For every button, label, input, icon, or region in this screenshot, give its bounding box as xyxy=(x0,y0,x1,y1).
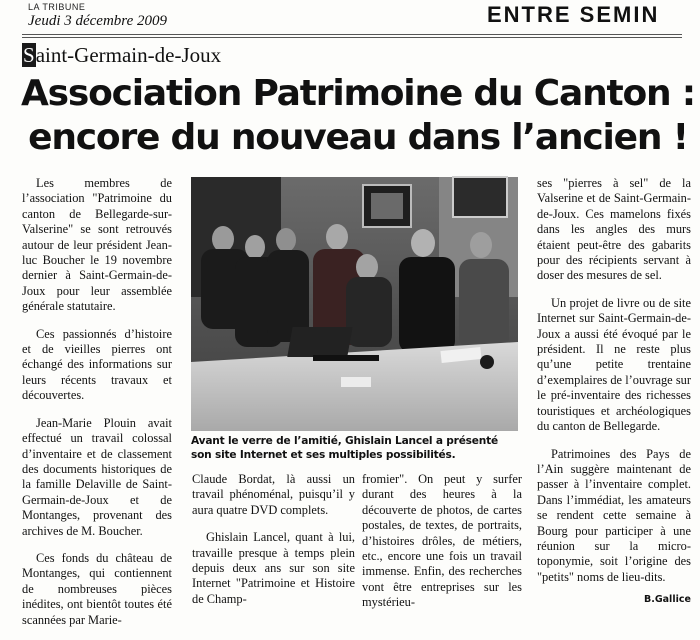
paragraph: fromier". On peut y surfer durant des heures à la découverte de photos, de cartes postales, de textes, de portraits, d’histoires drôles, de métiers, etc., encore une fois un travail immense. Enfin, des recherches vont être entreprises sur les mystérieu- xyxy=(362,472,522,610)
paragraph: Patrimoines des Pays de l’Ain suggère maintenant de passer à l’inventaire complet. Dans l’immédiat, les amateurs se rendent cette semaine à Bourg pour participer à une réunion sur la micro-toponymie, soit l’origine des "petits" noms de lieu-dits. xyxy=(537,446,691,584)
paragraph: Ces passionnés d’histoire et de vieilles pierres ont échangé des informations sur leurs récents travaux et découvertes. xyxy=(22,326,172,403)
section-title: ENTRE SEMIN xyxy=(487,2,660,27)
paragraph: Un projet de livre ou de site Internet sur Saint-Germain-de-Joux a aussi été évoqué par le président. Il ne reste plus qu’une petite trentaine d’exemplaires de l’ouvrage sur le pré-inventaire des richesses touristiques et archéologiques du canton de Bellegarde. xyxy=(537,295,691,434)
headline-line-2: encore du nouveau dans l’ancien ! xyxy=(28,117,688,158)
paragraph: Les membres de l’association "Patrimoine du canton de Bellegarde-sur-Valserine" se sont retrouvés autour de leur président Jean-luc Boucher le 19 novembre dernier à Saint-Germain-de-Joux pour leur assemblée générale statutaire. xyxy=(22,176,172,314)
header-rule-secondary xyxy=(22,37,682,38)
paragraph: ses "pierres à sel" de la Valserine et de Saint-Germain-de-Joux. Ces mamelons fixés dans les angles des murs étaient peut-être des gabarits pour des récipients servant à doser des mesures de sel. xyxy=(537,176,691,283)
article-column-2 xyxy=(192,472,355,619)
article-column-4 xyxy=(537,176,691,597)
paragraph: Ces fonds du château de Montanges, qui contiennent de nombreuses pièces inédites, ont bientôt toutes été scannées par Marie- xyxy=(22,550,172,627)
publication-name: LA TRIBUNE xyxy=(28,2,86,12)
locality-initial: S xyxy=(23,43,35,67)
locality-label xyxy=(22,43,221,68)
article-column-3 xyxy=(362,472,522,623)
article-photo xyxy=(191,177,518,431)
article-column-1 xyxy=(22,176,172,640)
header-rule xyxy=(22,34,682,35)
issue-date: Jeudi 3 décembre 2009 xyxy=(28,13,167,29)
locality-rest: aint-Germain-de-Joux xyxy=(35,43,222,67)
paragraph: Claude Bordat, là aussi un travail phénoménal, puisqu’il y aura quatre DVD complets. xyxy=(192,472,355,517)
photo-illustration xyxy=(191,177,518,431)
headline xyxy=(18,72,698,160)
author-signature: B.Gallice xyxy=(644,594,691,605)
photo-caption: Avant le verre de l’amitié, Ghislain Lancel a présenté son site Internet et ses multiples possibilités. xyxy=(191,435,498,461)
headline-line-1: Association Patrimoine du Canton : xyxy=(20,73,695,114)
paragraph: Ghislain Lancel, quant à lui, travaille presque à temps plein depuis deux ans sur son site Internet "Patrimoine et Histoire de Champ- xyxy=(192,530,355,606)
paragraph: Jean-Marie Plouin avait effectué un travail colossal d’inventaire et de classement des documents historiques de la famille Delaville de Saint-Germain-de-Joux et de Montanges, provenant des archives de M. Boucher. xyxy=(22,415,172,538)
masthead-left xyxy=(28,2,167,30)
